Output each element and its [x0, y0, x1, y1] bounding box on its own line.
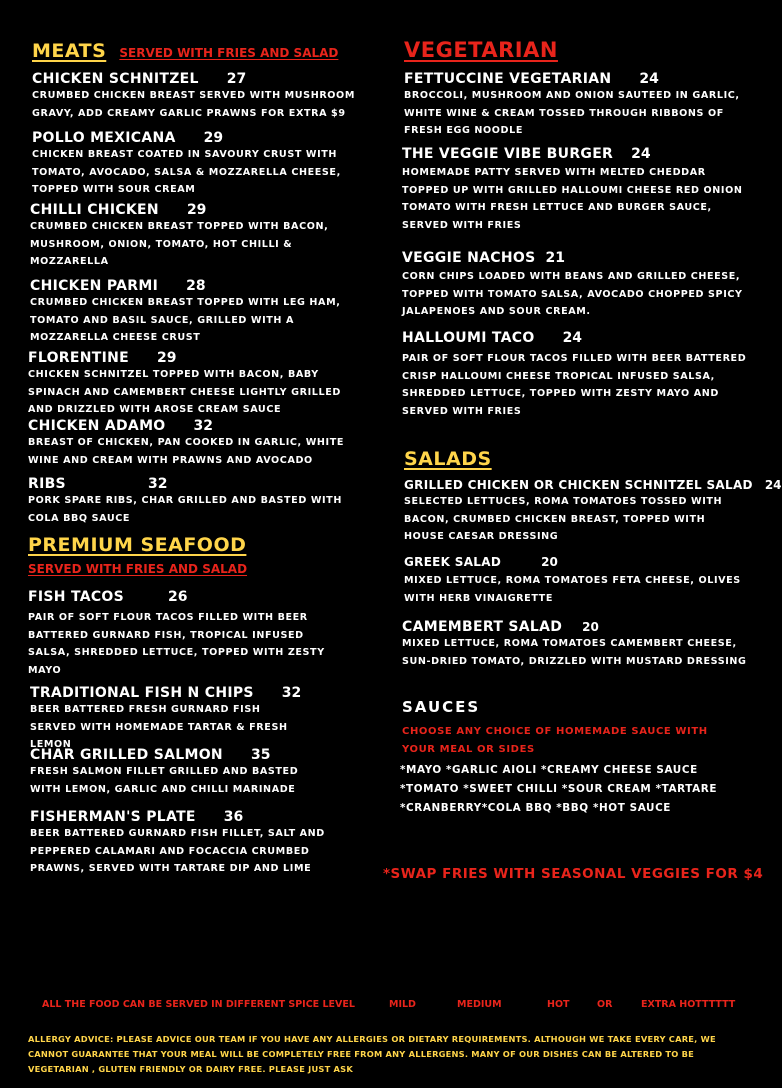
spice-medium: MEDIUM — [457, 999, 502, 1010]
item-description: CRUMBED CHICKEN BREAST TOPPED WITH LEG HAM, TOMATO AND BASIL SAUCE, GRILLED WITH A MOZZARELLA CHEESE CRUST — [30, 297, 341, 343]
item-name: VEGGIE NACHOS — [402, 250, 536, 266]
item-name: HALLOUMI TACO — [402, 330, 535, 346]
item-price: 24 — [631, 146, 651, 162]
menu-item — [402, 616, 747, 670]
salads-title: SALADS — [404, 448, 492, 470]
menu-item — [28, 473, 368, 527]
item-description: CORN CHIPS LOADED WITH BEANS AND GRILLED CHEESE, TOPPED WITH TOMATO SALSA, AVOCADO CHOPPED SPICY JALAPENOES AND SOUR CREAM. — [402, 271, 743, 317]
menu-item — [32, 68, 372, 122]
item-description: SELECTED LETTUCES, ROMA TOMATOES TOSSED WITH BACON, CRUMBED CHICKEN BREAST, TOPPED WITH HOUSE CAESAR DRESSING — [404, 496, 723, 542]
item-price: 20 — [541, 555, 558, 569]
menu-item — [30, 275, 370, 347]
meats-header — [32, 40, 338, 62]
item-name: FETTUCCINE VEGETARIAN — [404, 71, 612, 87]
item-description: BEER BATTERED GURNARD FISH FILLET, SALT AND PEPPERED CALAMARI AND FOCACCIA CRUMBED PRAWNS, SERVED WITH TARTARE DIP AND LIME — [30, 828, 325, 874]
meats-subtitle: SERVED WITH FRIES AND SALAD — [119, 46, 339, 60]
item-description: BROCCOLI, MUSHROOM AND ONION SAUTEED IN GARLIC, WHITE WINE & CREAM TOSSED THROUGH RIBBONS OF FRESH EGG NOODLE — [404, 90, 740, 136]
sauces-title: SAUCES — [402, 698, 481, 716]
menu-item — [402, 143, 747, 234]
item-name: FLORENTINE — [28, 350, 129, 366]
item-name: CHAR GRILLED SALMON — [30, 747, 223, 763]
item-description: MIXED LETTUCE, ROMA TOMATOES CAMEMBERT CHEESE, SUN-DRIED TOMATO, DRIZZLED WITH MUSTARD DRESSING — [402, 638, 747, 667]
item-description: CHICKEN BREAST COATED IN SAVOURY CRUST WITH TOMATO, AVOCADO, SALSA & MOZZARELLA CHEESE, TOPPED WITH SOUR CREAM — [32, 149, 341, 195]
item-description: CHICKEN SCHNITZEL TOPPED WITH BACON, BABY SPINACH AND CAMEMBERT CHEESE LIGHTLY GRILLED AND DRIZZLED WITH AROSE CREAM SAUCE — [28, 369, 341, 415]
item-name: CAMEMBERT SALAD — [402, 619, 563, 635]
menu-item — [404, 68, 749, 140]
menu-item — [28, 415, 368, 469]
item-name: RIBS — [28, 476, 66, 492]
item-price: 27 — [226, 71, 247, 87]
item-description: PAIR OF SOFT FLOUR TACOS FILLED WITH BEER BATTERED GURNARD FISH, TROPICAL INFUSED SALSA, SHREDDED LETTUCE, TOPPED WITH ZESTY MAYO — [28, 612, 325, 676]
item-price: 32 — [281, 685, 302, 701]
meats-title: MEATS — [32, 40, 107, 62]
item-description: CRUMBED CHICKEN BREAST SERVED WITH MUSHROOM GRAVY, ADD CREAMY GARLIC PRAWNS FOR EXTRA $9 — [32, 90, 355, 119]
item-price: 35 — [250, 747, 271, 763]
swap-note: *SWAP FRIES WITH SEASONAL VEGGIES FOR $4 — [383, 866, 764, 882]
item-description: CRUMBED CHICKEN BREAST TOPPED WITH BACON, MUSHROOM, ONION, TOMATO, HOT CHILLI & MOZZARELLA — [30, 221, 329, 267]
spice-mild: MILD — [389, 999, 416, 1010]
seafood-subtitle: SERVED WITH FRIES AND SALAD — [28, 562, 248, 576]
item-price: 36 — [223, 809, 244, 825]
item-description: PAIR OF SOFT FLOUR TACOS FILLED WITH BEER BATTERED CRISP HALLOUMI CHEESE TROPICAL INFUSED SALSA, SHREDDED LETTUCE, TOPPED WITH ZESTY MAYO AND SERVED WITH FRIES — [402, 353, 747, 417]
allergy-advice: ALLERGY ADVICE: PLEASE ADVICE OUR TEAM IF YOU HAVE ANY ALLERGIES OR DIETARY REQUIREMENTS. ALTHOUGH WE TAKE EVERY CARE, WE CANNOT GUARANTEE THAT YOUR MEAL WILL BE COMPLETELY FREE FROM ANY ALLERGENS. MANY OF OUR DISHES CAN BE ALTERED TO BE VEGETARIAN , GLUTEN FRIENDLY OR DAIRY FREE. PLEASE JUST ASK — [28, 1034, 716, 1074]
item-price: 21 — [545, 250, 565, 266]
menu-item — [30, 682, 370, 754]
item-price: 29 — [203, 130, 224, 146]
item-price: 24 — [562, 330, 583, 346]
item-name: THE VEGGIE VIBE BURGER — [402, 146, 614, 162]
item-name: TRADITIONAL FISH N CHIPS — [30, 685, 254, 701]
item-price: 29 — [157, 350, 177, 366]
item-description: BREAST OF CHICKEN, PAN COOKED IN GARLIC, WHITE WINE AND CREAM WITH PRAWNS AND AVOCADO — [28, 437, 345, 466]
item-price: 24 — [639, 71, 659, 87]
item-name: GREEK SALAD — [404, 555, 502, 569]
item-price: 29 — [186, 202, 207, 218]
seafood-header — [28, 534, 247, 576]
item-name: POLLO MEXICANA — [32, 130, 176, 146]
sauces-list: *MAYO *GARLIC AIOLI *CREAMY CHEESE SAUCE *TOMATO *SWEET CHILLI *SOUR CREAM *TARTARE *CRANBERRY*COLA BBQ *BBQ *HOT SAUCE — [400, 764, 718, 814]
item-name: CHICKEN SCHNITZEL — [32, 71, 199, 87]
item-price: 26 — [168, 589, 188, 605]
item-price: 24 — [764, 478, 782, 492]
spice-or: OR — [597, 999, 613, 1010]
menu-item — [30, 199, 370, 271]
item-name: CHICKEN PARMI — [30, 278, 159, 294]
seafood-title: PREMIUM SEAFOOD — [28, 534, 247, 556]
item-name: FISH TACOS — [28, 589, 125, 605]
item-description: PORK SPARE RIBS, CHAR GRILLED AND BASTED WITH COLA BBQ SAUCE — [28, 495, 342, 524]
sauces-note: CHOOSE ANY CHOICE OF HOMEMADE SAUCE WITH YOUR MEAL OR SIDES — [402, 726, 708, 755]
item-name: CHICKEN ADAMO — [28, 418, 166, 434]
spice-levels — [0, 999, 768, 1015]
spice-label: ALL THE FOOD CAN BE SERVED IN DIFFERENT SPICE LEVEL — [42, 999, 355, 1010]
item-description: HOMEMADE PATTY SERVED WITH MELTED CHEDDAR TOPPED UP WITH GRILLED HALLOUMI CHEESE RED ONION TOMATO WITH FRESH LETTUCE AND BURGER SAUCE, SERVED WITH FRIES — [402, 167, 743, 231]
spice-extra-hot: EXTRA HOTTTTTT — [641, 999, 736, 1010]
spice-hot: HOT — [547, 999, 570, 1010]
vegetarian-title: VEGETARIAN — [404, 38, 558, 62]
menu-item — [32, 127, 372, 199]
menu-item — [402, 327, 747, 420]
item-name: CHILLI CHICKEN — [30, 202, 159, 218]
menu-item — [28, 586, 328, 679]
item-description: FRESH SALMON FILLET GRILLED AND BASTED WITH LEMON, GARLIC AND CHILLI MARINADE — [30, 766, 299, 795]
menu-item — [30, 806, 360, 878]
item-description: BEER BATTERED FRESH GURNARD FISH SERVED WITH HOMEMADE TARTAR & FRESH LEMON — [30, 704, 288, 750]
menu-item — [404, 474, 782, 546]
item-name: FISHERMAN'S PLATE — [30, 809, 196, 825]
menu-item — [30, 744, 330, 798]
item-price: 32 — [147, 476, 168, 492]
item-price: 28 — [186, 278, 206, 294]
menu-item — [28, 347, 368, 419]
menu-item — [404, 551, 749, 607]
item-description: MIXED LETTUCE, ROMA TOMATOES FETA CHEESE, OLIVES WITH HERB VINAIGRETTE — [404, 575, 741, 604]
item-price: 20 — [582, 620, 599, 634]
menu-item — [402, 247, 747, 321]
item-name: GRILLED CHICKEN OR CHICKEN SCHNITZEL SALAD — [404, 478, 753, 492]
item-price: 32 — [193, 418, 213, 434]
